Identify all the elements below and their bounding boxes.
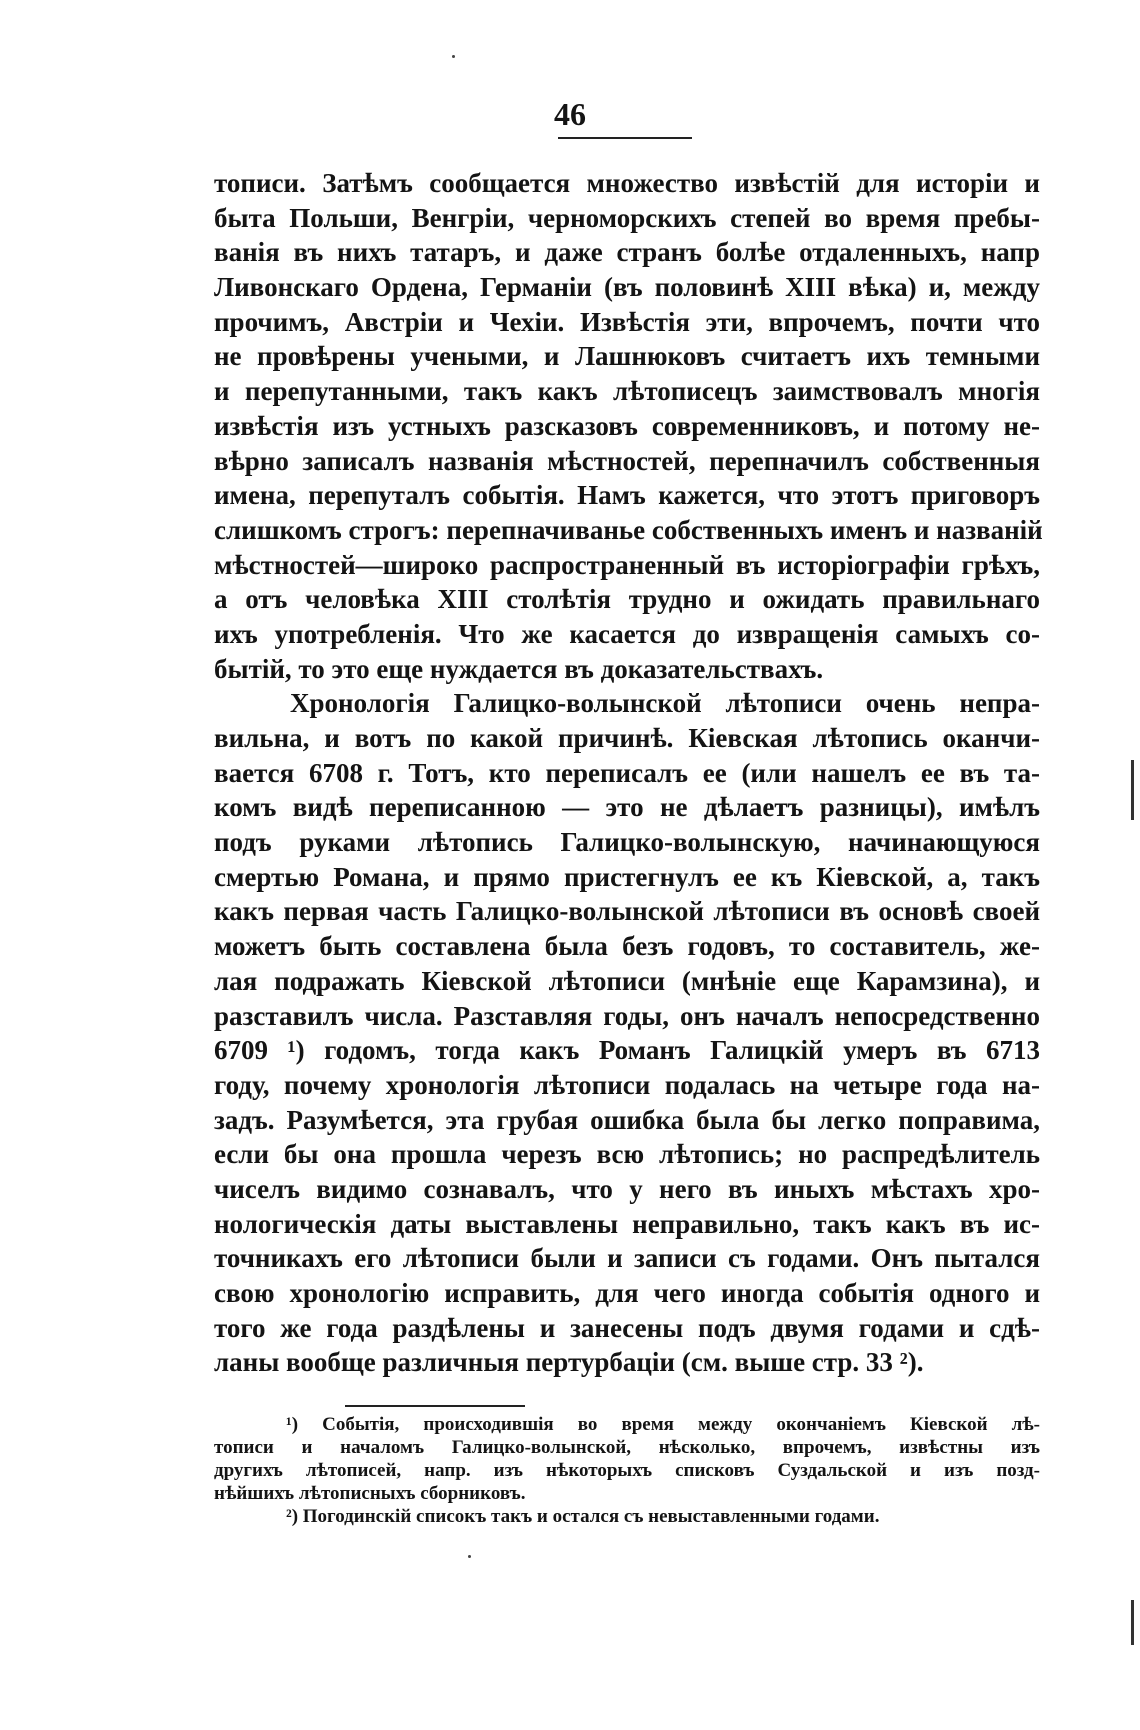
text-line: тописи. Затѣмъ сообщается множество извѣстій для исторіи и (214, 168, 1040, 198)
text-line: прочимъ, Австріи и Чехіи. Извѣстія эти, впрочемъ, почти что (214, 306, 1040, 337)
text-line: если бы она прошла черезъ всю лѣтопись; но распредѣлитель (214, 1139, 1040, 1170)
text-line: подъ руками лѣтопись Галицко-волынскую, начинающуюся (214, 827, 1040, 858)
page-number: 46 (554, 96, 586, 132)
text-line: и перепутанными, такъ какъ лѣтописецъ заимствовалъ многія (214, 376, 1040, 407)
text-line: точникахъ его лѣтописи были и записи съ годами. Онъ пытался (214, 1243, 1040, 1274)
scan-speck (452, 55, 455, 58)
text-line: быта Польши, Венгріи, черноморскихъ степей во время пребы- (214, 202, 1040, 233)
text-line: вѣрно записалъ названія мѣстностей, перепначилъ собственныя (214, 445, 1040, 476)
text-line: мѣстностей—широко распространенный въ исторіографіи грѣхъ, (214, 549, 1040, 580)
footnote-line: ²) Погодинскій списокъ такъ и остался съ невыставленными годами. (286, 1506, 880, 1527)
footnote-2 (214, 1505, 1040, 1528)
text-line: вается 6708 г. Тотъ, кто переписалъ ее (или нашелъ ее въ та- (214, 757, 1040, 788)
footnotes (214, 1413, 1040, 1528)
body-text (214, 166, 1043, 1380)
margin-scan-mark (1131, 760, 1134, 820)
text-line: какъ первая часть Галицко-волынской лѣтописи въ основѣ своей (214, 896, 1040, 927)
footnote-line: нѣйшихъ лѣтописныхъ сборниковъ. (214, 1483, 526, 1504)
text-line: году, почему хронологія лѣтописи подалась на четыре года на- (214, 1069, 1040, 1100)
paragraph-2 (214, 686, 1040, 1380)
text-line: нологическія даты выставлены неправильно, такъ какъ въ ис- (214, 1208, 1040, 1239)
text-line: лая подражать Кіевской лѣтописи (мнѣніе еще Карамзина), и (214, 965, 1040, 996)
text-line: Ливонскаго Ордена, Германіи (въ половинѣ XIII вѣка) и, между (214, 272, 1040, 303)
text-line: ланы вообще различныя пертурбаціи (см. выше стр. 33 ²). (214, 1347, 924, 1378)
page-number-rule (558, 137, 692, 139)
text-line: задъ. Разумѣется, эта грубая ошибка была бы легко поправима, (214, 1104, 1040, 1135)
footnote-line: другихъ лѣтописей, напр. изъ нѣкоторыхъ списковъ Суздальской и изъ позд- (214, 1460, 1040, 1481)
footnote-rule (345, 1405, 525, 1407)
text-line: смертью Романа, и прямо пристегнулъ ее къ Кіевской, а, такъ (214, 861, 1040, 892)
scan-speck (468, 1555, 471, 1558)
text-line: не провѣрены учеными, и Лашнюковъ считаетъ ихъ темными (214, 341, 1040, 372)
text-line: свою хронологію исправить, для чего иногда событія одного и (214, 1278, 1040, 1308)
footnote-1 (214, 1413, 1040, 1505)
text-line: слишкомъ строгъ: перепначиванье собственныхъ именъ и названій (214, 514, 1043, 545)
text-line: бытій, то это еще нуждается въ доказательствахъ. (214, 653, 824, 684)
margin-scan-mark (1131, 1600, 1134, 1645)
text-line: извѣстія изъ устныхъ разсказовъ современниковъ, и потому не- (214, 410, 1040, 441)
text-line: 6709 ¹) годомъ, тогда какъ Романъ Галицкій умеръ въ 6713 (214, 1035, 1040, 1066)
text-line: а отъ человѣка XIII столѣтія трудно и ожидать правильнаго (214, 584, 1040, 615)
text-line: имена, перепуталъ событія. Намъ кажется, что этотъ приговоръ (214, 480, 1040, 511)
text-line: можетъ быть составлена была безъ годовъ, то составитель, же- (214, 931, 1040, 962)
text-line: чиселъ видимо сознавалъ, что у него въ иныхъ мѣстахъ хро- (214, 1173, 1040, 1204)
text-line: того же года раздѣлены и занесены подъ двумя годами и сдѣ- (214, 1312, 1040, 1343)
text-line: разставилъ числа. Разставляя годы, онъ началъ непосредственно (214, 1000, 1040, 1031)
text-line: ихъ употребленія. Что же касается до извращенія самыхъ со- (214, 618, 1040, 649)
footnote-line: тописи и началомъ Галицко-волынской, нѣсколько, впрочемъ, извѣстны изъ (214, 1437, 1040, 1458)
text-line: Хронологія Галицко-волынской лѣтописи очень непра- (290, 688, 1040, 719)
text-line: ванія въ нихъ татаръ, и даже странъ болѣе отдаленныхъ, напр (214, 237, 1040, 268)
text-line: комъ видѣ переписанною — это не дѣлаетъ разницы), имѣлъ (214, 792, 1040, 823)
footnote-line: ¹) Событія, происходившія во время между окончаніемъ Кіевской лѣ- (286, 1414, 1040, 1435)
paragraph-1 (214, 166, 1043, 686)
text-line: вильна, и вотъ по какой причинѣ. Кіевская лѣтопись оканчи- (214, 723, 1040, 753)
